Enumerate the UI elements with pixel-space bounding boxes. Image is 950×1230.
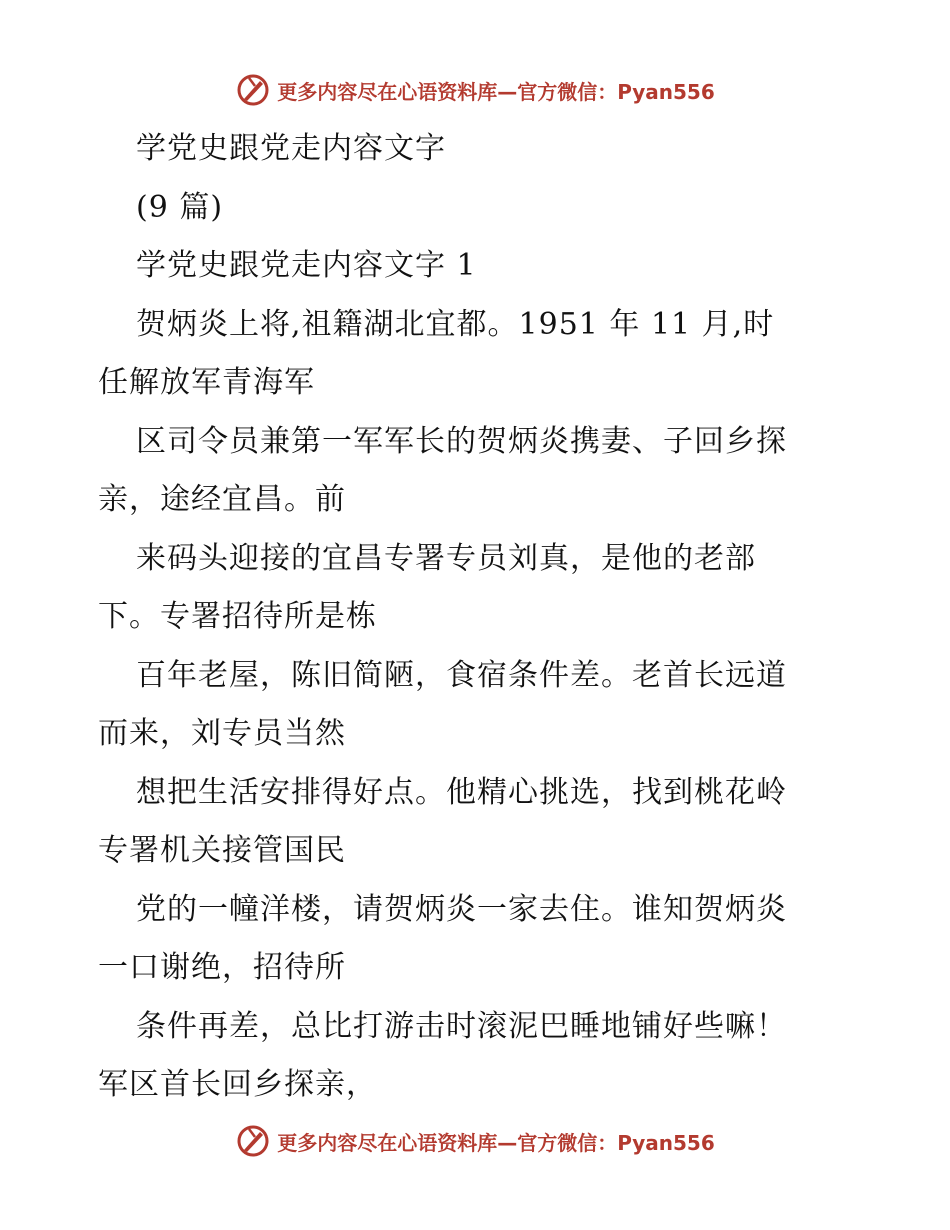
paragraph-line: 下。专署招待所是栋 — [98, 599, 377, 634]
paragraph-line: 想把生活安排得好点。他精心挑选，找到桃花岭 — [136, 774, 787, 810]
paragraph-line: 贺炳炎上将,祖籍湖北宜都。1951 年 11 月,时 — [136, 306, 775, 342]
section-heading: 学党史跟党走内容文字 1 — [136, 248, 477, 283]
header-watermark-banner — [0, 70, 950, 110]
paragraph-line: 党的一幢洋楼，请贺炳炎一家去住。谁知贺炳炎 — [136, 891, 787, 927]
document-title: 学党史跟党走内容文字 — [136, 131, 446, 166]
document-body — [98, 120, 858, 1115]
feather-pen-logo-icon — [235, 1123, 271, 1159]
paragraph-line: 来码头迎接的宜昌专署专员刘真，是他的老部 — [136, 540, 756, 576]
paragraph-line: 亲，途经宜昌。前 — [98, 482, 346, 517]
paragraph-line: 任解放军青海军 — [98, 365, 315, 400]
paragraph-line: 而来，刘专员当然 — [98, 716, 346, 751]
paragraph-line: 区司令员兼第一军军长的贺炳炎携妻、子回乡探 — [136, 423, 787, 459]
paragraph-line: 条件再差，总比打游击时滚泥巴睡地铺好些嘛！ — [136, 1008, 787, 1044]
footer-watermark-banner — [0, 1121, 950, 1161]
feather-pen-logo-icon — [235, 72, 271, 108]
document-subtitle: (9 篇) — [136, 189, 224, 225]
paragraph-line: 专署机关接管国民 — [98, 833, 346, 868]
footer-watermark-text: 更多内容尽在心语资料库—官方微信：Pyan556 — [277, 1130, 715, 1155]
header-watermark-text: 更多内容尽在心语资料库—官方微信：Pyan556 — [277, 79, 715, 104]
paragraph-line: 百年老屋，陈旧简陋，食宿条件差。老首长远道 — [136, 657, 787, 693]
paragraph-line: 一口谢绝，招待所 — [98, 950, 346, 985]
paragraph-line: 军区首长回乡探亲， — [98, 1067, 377, 1102]
